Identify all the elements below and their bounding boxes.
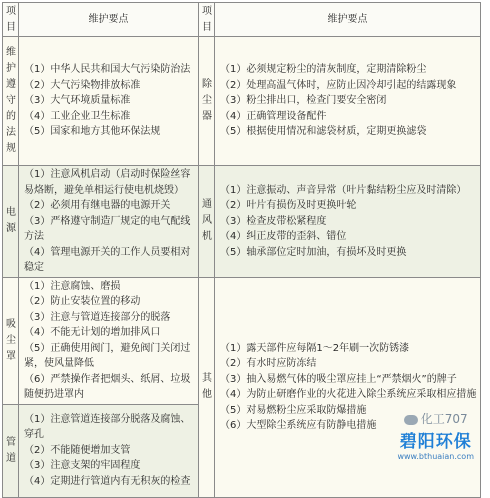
list-item: （5）正确使用阀门，避免阀门关闭过紧，使风量降低 bbox=[24, 342, 191, 369]
category-cell bbox=[199, 37, 215, 166]
category-char: 罩 bbox=[6, 350, 16, 362]
list-item: （1）露天部件应每隔1～2年刷一次防锈漆 bbox=[220, 342, 410, 354]
category-char: 其 bbox=[202, 373, 212, 384]
list-item: （4）纠正皮带的歪斜、错位 bbox=[220, 231, 347, 242]
list-item: （2）大气污染物排放标准 bbox=[24, 79, 141, 91]
list-item: （3）大气环境质量标准 bbox=[24, 95, 131, 107]
category-char: 规 bbox=[6, 143, 16, 154]
list-item: （4）定期进行管道内有无积灰的检查 bbox=[24, 475, 191, 487]
list-item: （1）注意管道连接部分脱落及腐蚀、穿孔 bbox=[24, 413, 191, 441]
category-char: 器 bbox=[202, 111, 212, 122]
list-item: （4）正确管理设备配件 bbox=[220, 110, 327, 122]
points-cell bbox=[19, 277, 199, 404]
list-item: （4）工业企业卫生标准 bbox=[24, 110, 131, 122]
category-char: 除 bbox=[202, 79, 212, 90]
category-char: 护 bbox=[6, 63, 16, 74]
header-item-right: 项 目 bbox=[199, 3, 215, 37]
list-item: （3）检查皮带松紧程度 bbox=[220, 215, 327, 227]
points-cell bbox=[19, 37, 199, 166]
points-cell bbox=[215, 277, 481, 497]
category-label bbox=[6, 435, 15, 467]
category-cell bbox=[3, 404, 19, 497]
list-item: （1）注意振动、声音异常（叶片黏结粉尘应及时清除） bbox=[220, 184, 467, 196]
watermark-top-text: 化工707 bbox=[420, 412, 468, 426]
category-char: 道 bbox=[6, 452, 16, 464]
table-row bbox=[3, 166, 481, 278]
list-item: （2）叶片有损伤及时更换叶轮 bbox=[220, 200, 357, 211]
category-cell bbox=[199, 277, 215, 497]
list-item: （4）为防止研磨作业的火花进入除尘系统应采取相应措施 bbox=[220, 389, 477, 400]
category-label bbox=[202, 77, 211, 125]
category-cell bbox=[3, 37, 19, 166]
maintenance-table bbox=[2, 2, 481, 498]
header-item-left: 项 目 bbox=[3, 3, 19, 37]
category-char: 守 bbox=[6, 95, 16, 106]
list-item: （3）注意支架的牢固程度 bbox=[24, 460, 141, 472]
category-char: 吸 bbox=[6, 318, 16, 330]
points-cell bbox=[215, 37, 481, 166]
category-char: 机 bbox=[202, 231, 212, 243]
watermark-url: www.bthuaian.com bbox=[397, 452, 474, 461]
category-label bbox=[6, 205, 15, 237]
list-item: （2）防止安装位置的移动 bbox=[24, 296, 141, 307]
category-char: 维 bbox=[6, 47, 16, 58]
watermark-brand: 碧阳环保 bbox=[399, 432, 472, 452]
category-char: 他 bbox=[202, 389, 212, 400]
list-item: （4）不能无计划的增加排风口 bbox=[24, 327, 161, 338]
list-item: （2）不能随便增加支管 bbox=[24, 444, 131, 456]
list-item: （3）抽入易燃气体的吸尘罩应挂上“严禁烟火”的牌子 bbox=[220, 373, 457, 385]
list-item: （1）必须规定粉尘的清灰制度，定期清除粉尘 bbox=[220, 64, 427, 76]
category-char: 法 bbox=[6, 127, 16, 138]
category-char: 通 bbox=[202, 199, 212, 211]
category-label bbox=[6, 317, 15, 365]
category-char: 尘 bbox=[202, 95, 212, 106]
category-cell bbox=[3, 166, 19, 278]
table-row bbox=[3, 277, 481, 404]
list-item: （5）轴承部位定时加油，有损坏及时更换 bbox=[220, 246, 407, 258]
points-cell bbox=[215, 166, 481, 278]
list-item: （5）对易燃粉尘应采取防爆措施 bbox=[220, 404, 367, 416]
category-char: 电 bbox=[6, 207, 16, 219]
table-row bbox=[3, 37, 481, 166]
header-points-right: 维护要点 bbox=[215, 3, 481, 37]
list-item: （2）必须用有继电器的电源开关 bbox=[24, 200, 171, 211]
category-char: 源 bbox=[6, 223, 16, 235]
category-char: 管 bbox=[6, 436, 16, 448]
header-points-left: 维护要点 bbox=[19, 3, 199, 37]
category-cell bbox=[199, 166, 215, 278]
list-item: （6）严禁操作者把烟头、纸屑、垃圾随便扔进罩内 bbox=[24, 373, 191, 400]
list-item: （1）注意腐蚀、磨损 bbox=[24, 280, 121, 292]
category-cell bbox=[3, 277, 19, 404]
list-item: （1）注意风机启动（启动时保险丝容易烙断，避免单相运行使电机烧毁） bbox=[24, 169, 191, 196]
category-label bbox=[202, 197, 211, 245]
list-item: （3）粉尘排出口，检查门要安全密闭 bbox=[220, 95, 387, 107]
list-item: （6）大型除尘系统应有防静电措施 bbox=[220, 420, 377, 431]
category-label bbox=[6, 45, 15, 157]
category-label bbox=[202, 371, 211, 403]
list-item: （5）根据使用情况和滤袋材质，定期更换滤袋 bbox=[220, 126, 427, 138]
list-item: （5）国家和地方其他环保法规 bbox=[24, 126, 161, 138]
category-char: 的 bbox=[6, 111, 16, 122]
list-item: （3）严格遵守制造厂规定的电气配线方法 bbox=[24, 215, 191, 242]
category-char: 遵 bbox=[6, 79, 16, 90]
list-item: （4）管理电源开关的工作人员要相对稳定 bbox=[24, 246, 191, 273]
list-item: （2）有水时应防冻结 bbox=[220, 358, 317, 369]
category-char: 风 bbox=[202, 215, 212, 227]
list-item: （3）注意与管道连接部分的脱落 bbox=[24, 311, 171, 323]
list-item: （2）处理高温气体时，应防止因冷却引起的结露现象 bbox=[220, 79, 457, 91]
category-char: 尘 bbox=[6, 334, 16, 346]
list-item: （1）中华人民共和国大气污染防治法 bbox=[24, 64, 191, 76]
points-cell bbox=[19, 166, 199, 278]
table-header-row bbox=[3, 3, 481, 37]
points-cell bbox=[19, 404, 199, 497]
